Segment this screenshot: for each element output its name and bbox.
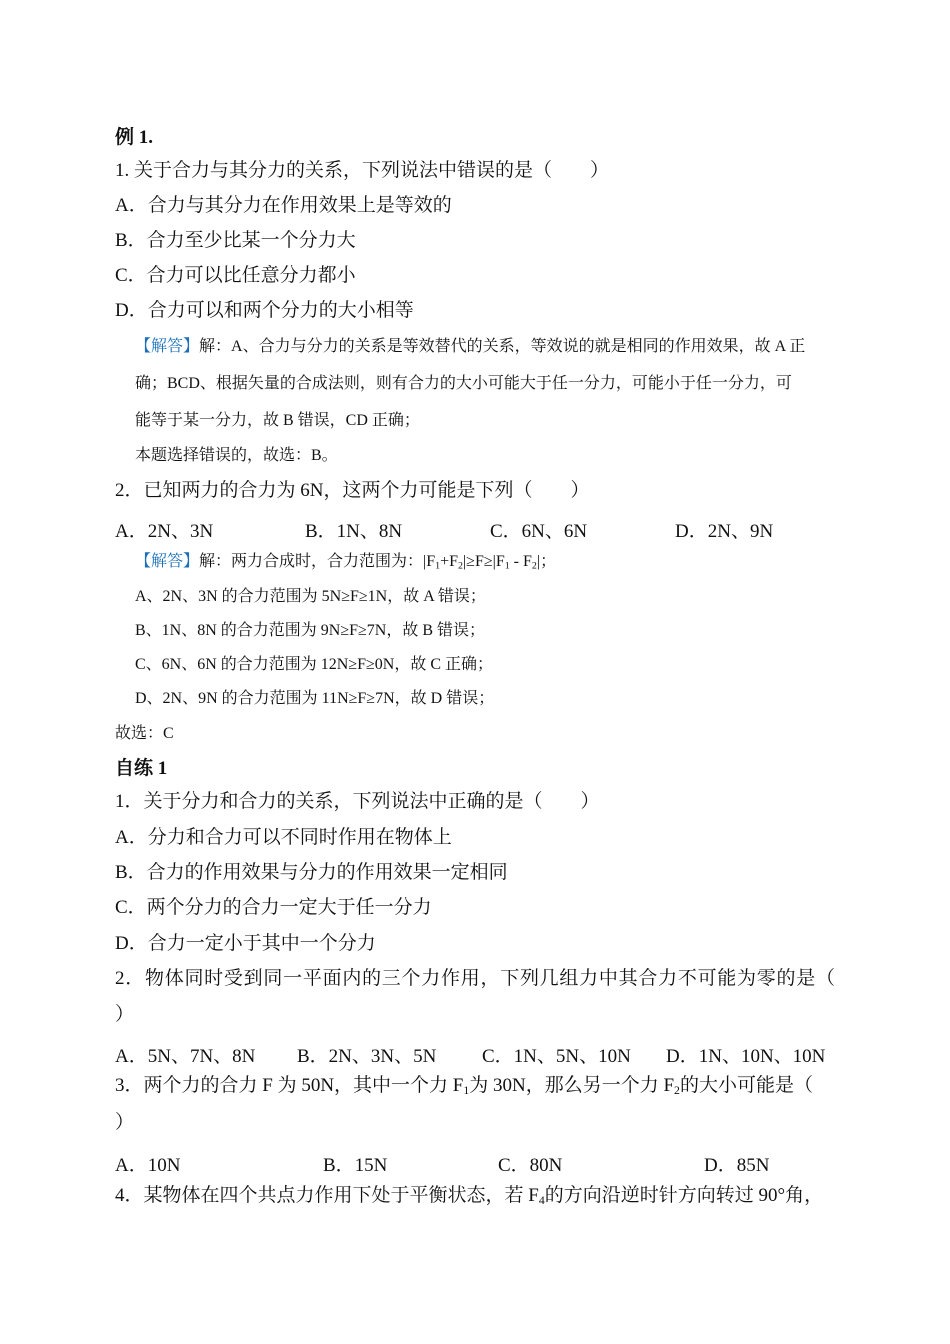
ex1-q2-answer-line-6: 故选：C <box>115 725 174 742</box>
self-q3-option-b: B．15N <box>323 1155 388 1176</box>
ex1-q2-answer-line-5: D、2N、9N 的合力范围为 11N≥F≥7N，故 D 错误； <box>135 690 495 707</box>
self-q4-stem: 4．某物体在四个共点力作用下处于平衡状态，若 $F_4$的方向沿逆时针方向转过 90°角， <box>115 1185 824 1207</box>
self-q1-option-d: D．合力一定小于其中一个分力 <box>115 933 376 954</box>
ex1-q2-option-a: A．2N、3N <box>115 521 214 542</box>
ex1-q1-option-b: B．合力至少比某一个分力大 <box>115 230 356 251</box>
example-1-heading: 例 1. <box>115 127 154 148</box>
self-q2-stem-line-1: 2．物体同时受到同一平面内的三个力作用，下列几组力中其合力不可能为零的是（ <box>115 968 835 989</box>
self-q2-option-c: C．1N、5N、10N <box>482 1046 631 1067</box>
ex1-q1-stem: 1. 关于合力与其分力的关系，下列说法中错误的是（ ） <box>115 160 610 181</box>
self-q3-option-c: C．80N <box>498 1155 563 1176</box>
self-q3-option-a: A．10N <box>115 1155 181 1176</box>
self-q2-option-a: A．5N、7N、8N <box>115 1046 256 1067</box>
self-practice-heading: 自练 1 <box>115 758 168 779</box>
ex1-q2-option-b: B．1N、8N <box>305 521 403 542</box>
self-q3-option-d: D．85N <box>704 1155 770 1176</box>
ex1-q2-stem: 2．已知两力的合力为 6N，这两个力可能是下列（ ） <box>115 480 590 501</box>
self-q2-stem-line-2: ） <box>115 1004 135 1025</box>
self-q1-option-a: A．分力和合力可以不同时作用在物体上 <box>115 827 452 848</box>
ex1-q1-answer-line-1: 【解答】解：A、合力与分力的关系是等效替代的关系，等效说的就是相同的作用效果，故 A 正 <box>135 338 806 355</box>
self-q1-stem: 1．关于分力和合力的关系，下列说法中正确的是（ ） <box>115 791 600 812</box>
ex1-q2-answer-line-2: A、2N、3N 的合力范围为 5N≥F≥1N，故 A 错误； <box>135 588 486 605</box>
ex1-q2-option-d: D．2N、9N <box>675 521 774 542</box>
self-q2-option-d: D．1N、10N、10N <box>666 1046 826 1067</box>
self-q1-option-b: B．合力的作用效果与分力的作用效果一定相同 <box>115 862 508 883</box>
self-q1-option-c: C．两个分力的合力一定大于任一分力 <box>115 897 432 918</box>
answer-tag: 【解答】 <box>135 338 200 355</box>
ex1-q2-answer-line-4: C、6N、6N 的合力范围为 12N≥F≥0N，故 C 正确； <box>135 656 494 673</box>
ex1-q2-answer-line-3: B、1N、8N 的合力范围为 9N≥F≥7N，故 B 错误； <box>135 622 486 639</box>
ex1-q1-option-d: D．合力可以和两个分力的大小相等 <box>115 300 414 321</box>
ex1-q1-answer-line-3: 能等于某一分力，故 B 错误，CD 正确； <box>135 412 420 429</box>
ex1-q1-answer-line-2: 确；BCD、根据矢量的合成法则，则有合力的大小可能大于任一分力，可能小于任一分力，可 <box>135 375 792 392</box>
ex1-q1-option-a: A．合力与其分力在作用效果上是等效的 <box>115 195 452 216</box>
self-q3-stem-line-1: 3．两个力的合力 F 为 50N，其中一个力 $F_1$为 30N，那么另一个力 $F_2$的大小可能是（ <box>115 1075 813 1097</box>
answer-tag: 【解答】 <box>135 553 200 570</box>
ex1-q1-option-c: C．合力可以比任意分力都小 <box>115 265 356 286</box>
self-q2-option-b: B．2N、3N、5N <box>297 1046 437 1067</box>
ex1-q2-option-c: C．6N、6N <box>490 521 588 542</box>
ex1-q1-answer-line-4: 本题选择错误的，故选：B。 <box>135 447 338 464</box>
ex1-q2-answer-line-1: 【解答】解：两力合成时，合力范围为：$|F_1+F_2|\ge F\ge|F_1 - F_2|$； <box>135 553 557 572</box>
self-q3-stem-line-2: ） <box>115 1112 135 1133</box>
